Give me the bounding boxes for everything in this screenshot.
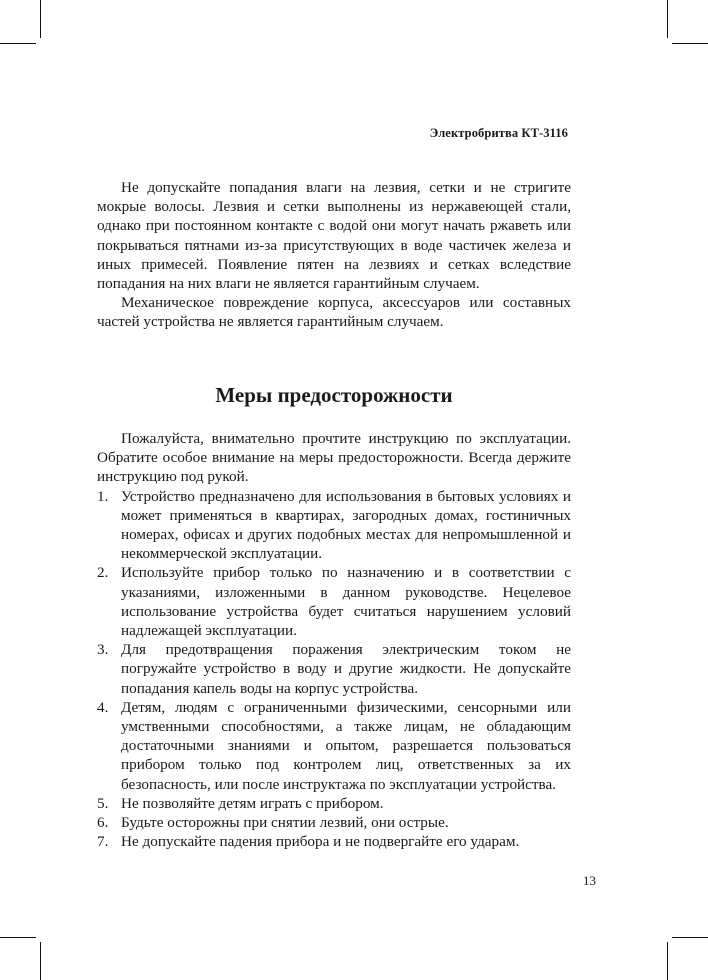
page-number: 13 [583, 873, 596, 888]
crop-mark-top-left-horizontal [0, 43, 36, 44]
list-item-text: Не позволяйте детям играть с прибором. [121, 794, 384, 812]
paragraph-moisture-warning: Не допускайте попадания влаги на лезвия, сетки и не стригите мокрые волосы. Лезвия и сетки выполнены из нержавеющей стали, однако при постоянном контакте с водой они могут начать ржаветь или покрываться пятнами из-за присутствующих в воде частичек железа и иных примесей. Появление пятен на лезвиях и сетках вследствие попадания на них влаги не является гарантийным случаем. [97, 179, 571, 293]
list-item-text: Используйте прибор только по назначению и в соответствии с указаниями, изложенными в данном руководстве. Нецелевое использование устройства будет считаться нарушением условий надлежащей эксплуатации. [121, 564, 571, 640]
list-item-number: 4. [97, 698, 109, 716]
crop-mark-top-left-vertical [40, 0, 41, 38]
paragraph-mechanical-damage: Механическое повреждение корпуса, аксессуаров или составных частей устройства не является гарантийным случаем. [97, 294, 571, 331]
list-item [97, 640, 571, 698]
section-lead: Пожалуйста, внимательно прочтите инструкцию по эксплуатации. Обратите особое внимание на меры предосторожности. Всегда держите инструкцию под рукой. [97, 430, 571, 486]
list-item [97, 813, 571, 832]
section-title: Меры предосторожности [215, 383, 453, 407]
list-item [97, 698, 571, 794]
crop-mark-bottom-left-vertical [40, 942, 41, 980]
list-item-number: 3. [97, 641, 109, 659]
list-item-text: Детям, людям с ограниченными физическими, сенсорными или умственными способностями, а также лицам, не обладающим достаточными знаниями и опытом, разрешается пользоваться прибором только под контролем лиц, ответственных за их безопасность, или после инструктажа по эксплуатации устройства. [121, 698, 571, 793]
precautions-body [97, 429, 571, 851]
crop-mark-bottom-right-vertical [667, 942, 668, 980]
list-item-number: 7. [97, 833, 109, 851]
list-item-text: Будьте осторожны при снятии лезвий, они острые. [121, 814, 449, 832]
precautions-list [97, 487, 571, 852]
list-item [97, 563, 571, 640]
list-item [97, 487, 571, 564]
crop-mark-top-right-vertical [667, 0, 668, 38]
crop-mark-bottom-left-horizontal [0, 937, 36, 938]
crop-mark-bottom-right-horizontal [672, 937, 708, 938]
list-item-text: Не допускайте падения прибора и не подвергайте его ударам. [121, 833, 520, 851]
intro-text [97, 178, 571, 332]
crop-mark-top-right-horizontal [672, 43, 708, 44]
list-item-text: Устройство предназначено для использования в бытовых условиях и может применяться в квартирах, загородных домах, гостиничных номерах, офисах и других подобных местах для непромышленной и некоммерческой эксплуатации. [121, 487, 571, 563]
list-item-text: Для предотвращения поражения электрическим током не погружайте устройство в воду и другие жидкости. Не допускайте попадания капель воды на корпус устройства. [121, 641, 571, 697]
list-item [97, 794, 571, 813]
list-item [97, 832, 571, 851]
list-item-number: 2. [97, 564, 109, 582]
list-item-number: 6. [97, 814, 109, 832]
running-header: Электробритва КТ-3116 [429, 126, 568, 140]
list-item-number: 5. [97, 794, 109, 812]
list-item-number: 1. [97, 487, 109, 505]
